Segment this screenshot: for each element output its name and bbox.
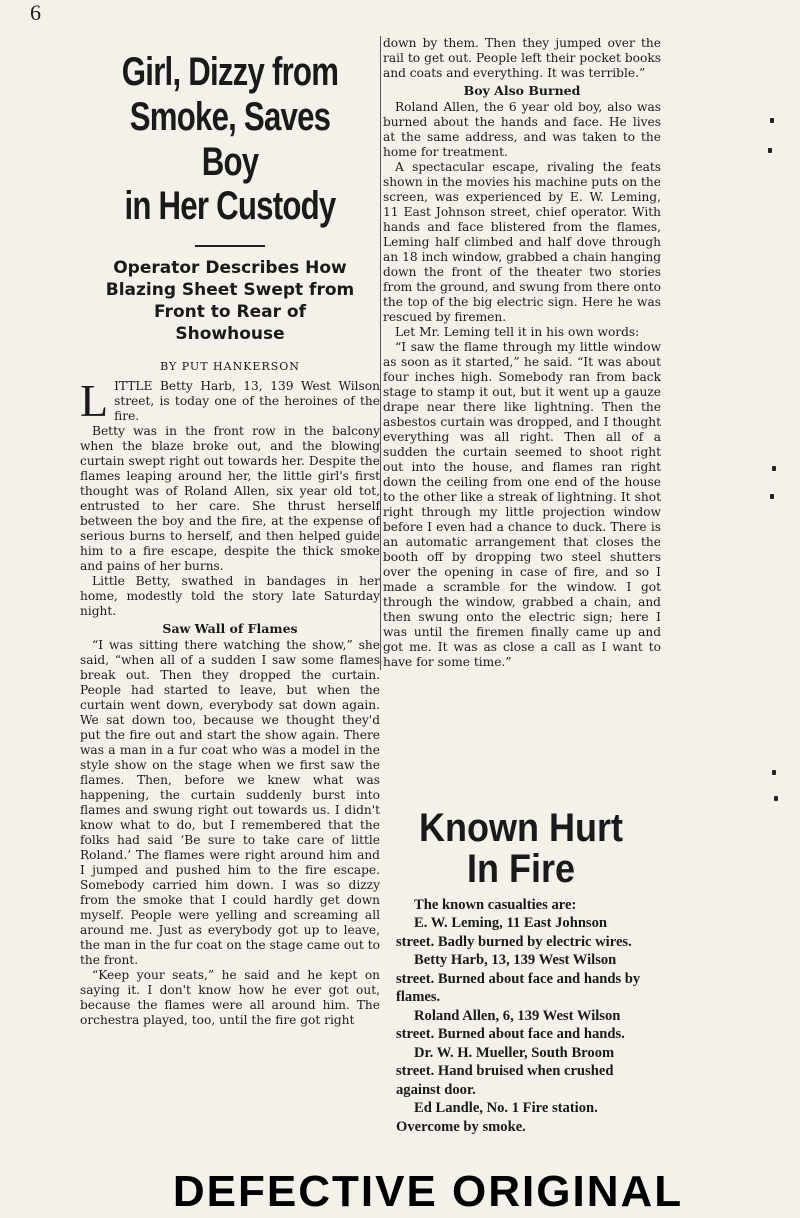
paragraph: A spectacular escape, rivaling the feats shown in the movies his machine puts on the screen, was experienced by E. W. Leming, 11 East Johnson street, chief operator. With hands and face blistered from the flames, Leming half climbed and half dove through an 18 inch window, grabbed a chain hanging down the front of the theater two stories from the ground, and swung from there onto the top of the big electric sign. Here he was rescued by firemen. xyxy=(383,160,661,324)
paragraph: Roland Allen, the 6 year old boy, also was burned about the hands and face. He lives at the same address, and was taken to the home for treatment. xyxy=(383,100,661,159)
casualty-intro: The known casualties are: xyxy=(414,896,577,913)
casualty-entry: Roland Allen, 6, 139 West Wilson street. Burned about face and hands. xyxy=(396,1007,625,1043)
known-hurt-box xyxy=(396,808,646,1136)
casualty-entry: Betty Harb, 13, 139 West Wilson street. Burned about face and hands by flames. xyxy=(396,952,641,1006)
scan-speck xyxy=(770,494,774,499)
casualty-entry: Dr. W. H. Mueller, South Broom street. Hand bruised when crushed against door. xyxy=(396,1044,615,1098)
headline-line-2: Smoke, Saves Boy xyxy=(129,94,331,184)
box-title-line-1: Known Hurt xyxy=(419,806,623,850)
byline: BY PUT HANKERSON xyxy=(160,359,300,373)
casualty-entry: Ed Landle, No. 1 Fire station. Overcome by smoke. xyxy=(396,1100,598,1135)
subhead xyxy=(84,257,376,345)
paragraph: Betty was in the front row in the balcony when the blaze broke out, and the blowing curtain swept right out towards her. Despite the flames leaping around her, the little girl's first thought was of Roland Allen, six year old tot, entrusted to her care. She thrust herself between the boy and the fire, at the expense of serious burns to herself, and then helped guide him to a fire escape, despite the thick smoke and pains of her burns. xyxy=(80,423,380,573)
box-title xyxy=(409,808,634,890)
paragraph-text: ITTLE Betty Harb, 13, 139 West Wilson street, is today one of the heroines of the fire. xyxy=(114,378,380,423)
article-left-column xyxy=(80,40,380,1028)
article-right-column xyxy=(380,36,661,670)
casualty-list xyxy=(396,896,646,1137)
subhead-line-1: Operator Describes How xyxy=(113,258,347,279)
paragraph: “I saw the flame through my little window as soon as it started,” he said. “It was about four inches high. Somebody ran from back stage to stamp it out, but it went up a gauze drape near there like lightning. Then the asbestos curtain was dropped, and I thought everything was all right. Then all of a sudden the curtain seemed to shoot right out into the house, and flames ran right down the ceiling from one end of the house to the other like a streak of lightning. It shot right through my little projection window before I even had a chance to duck. There is an automatic arrangement that closes the booth off by dropping two steel shutters over the opening in case of fire, and so I made a scramble for the window. I got through the window, grabbed a chain, and then swung onto the electric sign; here I was until the firemen finally came up and got me. It was as close a call as I want to have for some time.” xyxy=(383,340,661,669)
paragraph: down by them. Then they jumped over the rail to get out. People left their pocket books and coats and everything. It was terrible.” xyxy=(383,36,661,80)
scan-speck xyxy=(774,796,778,801)
scan-speck xyxy=(772,770,776,775)
subhead-line-4: Showhouse xyxy=(175,324,285,345)
casualty-entry: E. W. Leming, 11 East Johnson street. Badly burned by electric wires. xyxy=(396,915,632,950)
paragraph xyxy=(80,374,380,426)
section-subhead: Boy Also Burned xyxy=(463,83,581,98)
section-subhead: Saw Wall of Flames xyxy=(162,620,298,636)
page-number: 6 xyxy=(30,0,41,25)
headline-line-3: in Her Custody xyxy=(124,184,336,229)
scan-speck xyxy=(768,148,772,153)
headline-rule xyxy=(195,245,265,247)
subhead-line-2: Blazing Sheet Swept from xyxy=(105,280,355,301)
paragraph: “Keep your seats,” he said and he kept on saying it. I don't know how he ever got out, because the flames were all around him. The orchestra played, too, until the fire got right xyxy=(80,967,380,1027)
drop-cap: L xyxy=(80,374,109,426)
headline xyxy=(113,50,347,229)
paragraph: Little Betty, swathed in bandages in her home, modestly told the story late Saturday night. xyxy=(80,573,380,618)
paragraph: Let Mr. Leming tell it in his own words: xyxy=(395,325,640,339)
article-body-right xyxy=(383,36,661,670)
headline-line-1: Girl, Dizzy from xyxy=(121,50,339,94)
scan-speck xyxy=(772,466,776,471)
defective-original-stamp: DEFECTIVE ORIGINAL xyxy=(148,1166,708,1218)
box-title-line-2: In Fire xyxy=(466,846,576,891)
subhead-line-3: Front to Rear of xyxy=(154,302,306,323)
scan-speck xyxy=(770,118,774,123)
paragraph: “I was sitting there watching the show,” she said, “when all of a sudden I saw some flames break out. Then they dropped the curtain. People had started to leave, but when the curtain went down, everybody sat down again. We sat down too, because we thought they'd put the fire out and start the show again. There was a man in a fur coat who was a model in the style show on the stage when we first saw the flames. Then, before we knew what was happening, the curtain suddenly burst into flames and swung right out towards us. I didn't know what to do, but I remembered that the folks had said ‘Be sure to take care of little Roland.’ The flames were right around him and I jumped and pushed him to the fire escape. Somebody carried him down. I was so dizzy from the smoke that I could hardly get down myself. People were yelling and screaming all around me. Just as everybody got up to leave, the man in the fur coat on the stage came out to the front. xyxy=(80,637,380,967)
article-body-left xyxy=(80,374,380,1028)
